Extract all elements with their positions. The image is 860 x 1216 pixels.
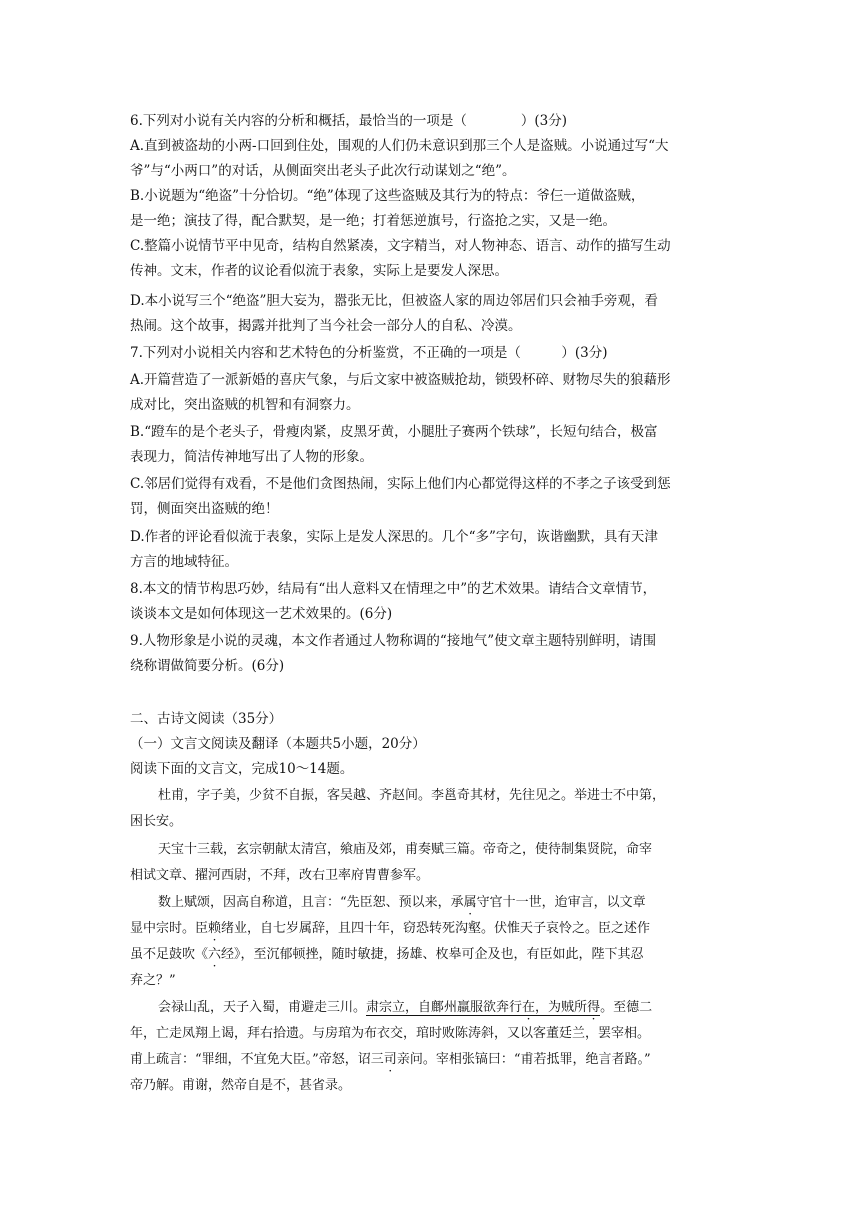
q8-line1: 8.本文的情节构思巧妙，结局有“出人意料又在情理之中”的艺术效果。请结合文章情节， (130, 581, 657, 597)
subsection-title: （一）文言文阅读及翻译（本题共5小题，20分） (130, 736, 426, 752)
q6-option-b-line1: B.小说题为“绝盗”十分恰切。“绝”体现了这些盗贼及其行为的特点：爷仨一道做盗贼， (130, 188, 645, 204)
emphasis-char: 司 (383, 1052, 397, 1067)
q7-option-c-line2: 罚，侧面突出盗贼的绝！ (130, 501, 279, 517)
emphasis-char: 赖 (208, 921, 222, 936)
passage-p2-line1: 天宝十三载，玄宗朝献太清宫，飨庙及郊，甫奏赋三篇。帝奇之，使待制集贤院，命宰 (158, 842, 653, 857)
q7-option-a-line1: A.开篇营造了一派新婚的喜庆气象，与后文家中被盗贼抢劫，锁毁杯碎、财物尽失的狼藉形 (130, 372, 671, 388)
q6-option-b-line2: 是一绝；演技了得，配合默契，是一绝；打着惩逆旗号，行盗抢之实，又是一绝。 (130, 213, 616, 229)
q7-stem: 7.下列对小说相关内容和艺术特色的分析鉴赏，不正确的一项是（ ）(3分) (130, 345, 608, 361)
q7-option-c-line1: C.邻居们觉得有戏看，不是他们贪图热闹，实际上他们内心都觉得这样的不孝之子该受到惩 (130, 476, 671, 492)
emphasis-char: 属 (463, 895, 477, 910)
q9-line1: 9.人物形象是小说的灵魂，本文作者通过人物称调的“接地气”使文章主题特别鲜明，请围 (130, 633, 657, 649)
passage-p3-line4: 弃之？” (130, 973, 176, 988)
q6-option-a-line2: 爷”与“小两口”的对话，从侧面突出老头子此次行动谋划之“绝”。 (130, 163, 516, 179)
q6-option-a-line1: A.直到被盗劫的小两-口回到住处，围观的人们仍未意识到那三个人是盗贼。小说通过写“大 (130, 138, 669, 154)
instruction: 阅读下面的文言文，完成10～14题。 (130, 761, 354, 777)
passage-p1-line2: 困长安。 (130, 814, 183, 829)
q9-line2: 绕称谓做简要分析。(6分) (130, 658, 285, 674)
q6-option-c-line1: C.整篇小说情节平中见奇，结构自然紧凑，文字精当，对人物神态、语言、动作的描写生动 (130, 238, 671, 254)
q7-option-d-line2: 方言的地域特征。 (130, 554, 238, 570)
passage-p2-line2: 相试文章、擢河西尉，不拜，改右卫率府胄曹参军。 (130, 868, 430, 883)
q7-option-b-line2: 表现力，简洁传神地写出了人物的形象。 (130, 449, 373, 465)
passage-p3-line1: 数上赋颂，因高自称道，且言：“先臣恕、预以来，承属守官十一世，迨审言，以文章 (158, 895, 646, 910)
emphasis-char: 六 (208, 947, 222, 962)
q6-stem: 6.下列对小说有关内容的分析和概括，最恰当的一项是（ ）(3分) (130, 113, 568, 129)
q6-option-d-line1: D.本小说写三个“绝盗”胆大妄为，嚣张无比，但被盗人家的周边邻居们只会袖手旁观，看 (130, 293, 658, 309)
q6-option-c-line2: 传神。文末，作者的议论看似流于表象，实际上是要发人深思。 (130, 263, 508, 279)
passage-p4-line4: 帝乃解。甫谢，然帝自是不，甚省录。 (130, 1078, 352, 1093)
q6-option-d-line2: 热闹。这个故事，揭露并批判了当今社会一部分人的自私、冷漠。 (130, 318, 522, 334)
underlined-sentence: 肃宗立，自鄜州羸服欲奔行在，为贼所得 (366, 1000, 601, 1015)
passage-p4-line1: 会禄山乱，天子入蜀，甫避走三川。肃宗立，自鄜州羸服欲奔行在，为贼所得。至德二 (158, 1000, 653, 1015)
passage-p3-line2: 显中宗时。臣赖绪业，自七岁属辞，且四十年，窃恐转死沟壑。伏惟天子哀怜之。臣之述作 (130, 921, 651, 936)
section-title: 二、古诗文阅读（35分） (130, 711, 283, 727)
passage-p3-line3: 虽不足鼓吹《六经》，至沉郁顿挫，随时敏捷，扬雄、枚皋可企及也，有臣如此，陛下其忍 (130, 947, 644, 962)
q7-option-a-line2: 成对比，突出盗贼的机智和有洞察力。 (130, 397, 360, 413)
passage-p4-line2: 年，亡走凤翔上谒，拜右拾遗。与房琯为布衣交，琯时败陈涛斜，又以客董廷兰，罢宰相。 (130, 1026, 651, 1041)
passage-p4-line3: 甫上疏言：“罪细，不宜免大臣。”帝怒，诏三司亲问。宰相张镐曰：“甫若抵罪，绝言者路。” (130, 1052, 651, 1067)
passage-p1-line1: 杜甫，字子美，少贫不自振，客吴越、齐赵间。李邕奇其材，先往见之。举进士不中第， (158, 788, 666, 803)
q8-line2: 谈谈本文是如何体现这一艺术效果的。(6分) (130, 606, 393, 622)
q7-option-d-line1: D.作者的评论看似流于表象，实际上是发人深思的。几个“多”字句，诙谐幽默，具有天津 (130, 529, 658, 545)
q7-option-b-line1: B.“蹬车的是个老头子，骨瘦肉紧，皮黑牙黄，小腿肚子赛两个铁球”，长短句结合，极富 (130, 424, 658, 440)
